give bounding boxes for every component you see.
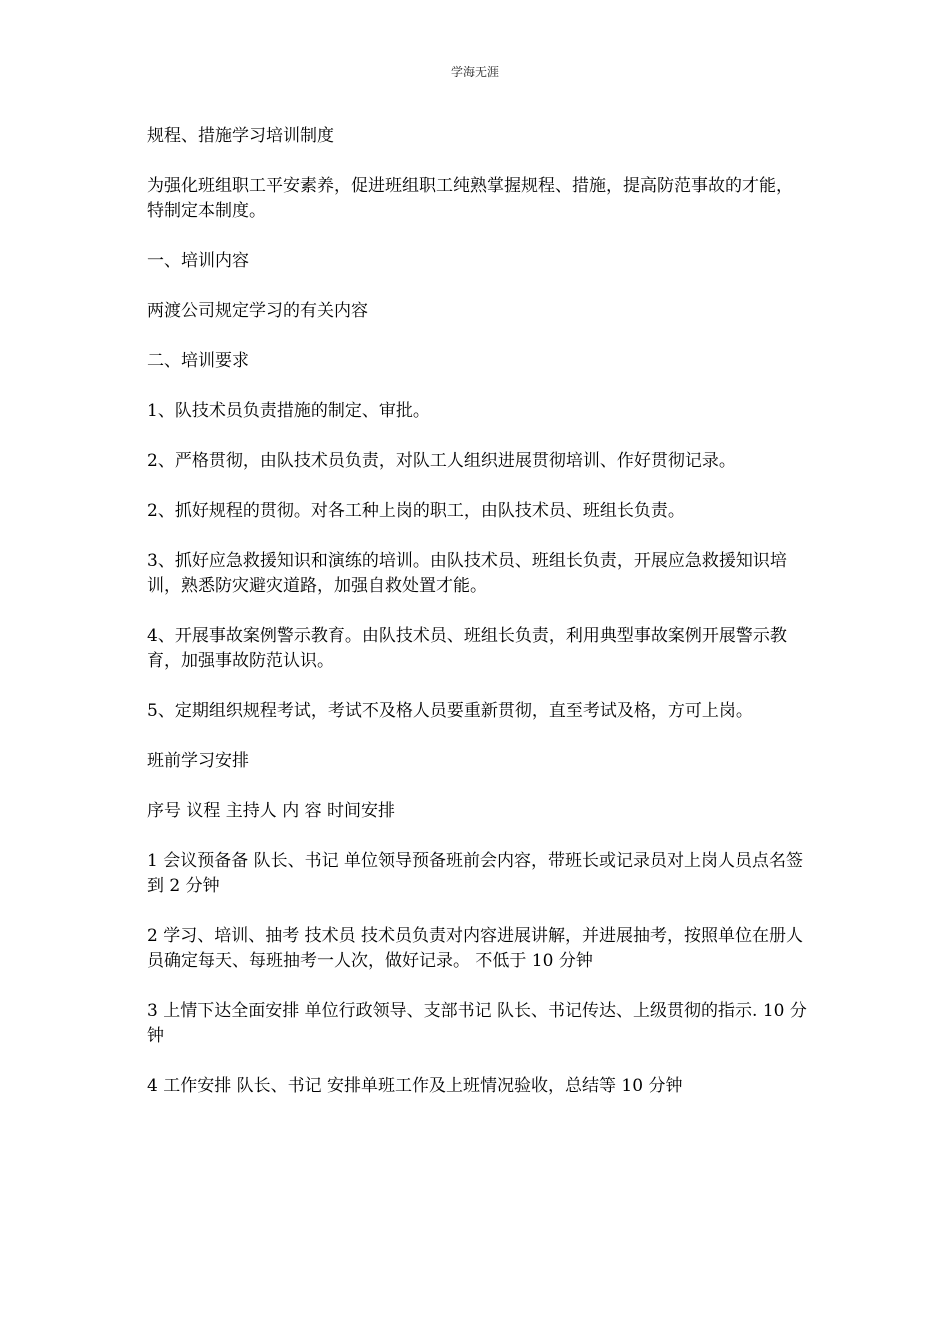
intro-paragraph: 为强化班组职工平安素养，促进班组职工纯熟掌握规程、措施，提高防范事故的才能，特制定本制度。 bbox=[147, 176, 793, 221]
requirement-item: 1、队技术员负责措施的制定、审批。 bbox=[147, 401, 430, 421]
section-text-content: 两渡公司规定学习的有关内容 bbox=[147, 301, 368, 321]
schedule-row: 3 上情下达全面安排 单位行政领导、支部书记 队长、书记传达、上级贯彻的指示. 10 分钟 bbox=[147, 1001, 807, 1046]
page-header: 学海无涯 bbox=[450, 65, 499, 79]
requirement-item: 2、严格贯彻，由队技术员负责，对队工人组织进展贯彻培训、作好贯彻记录。 bbox=[147, 451, 736, 471]
requirement-item: 2、抓好规程的贯彻。对各工种上岗的职工，由队技术员、班组长负责。 bbox=[147, 501, 685, 521]
schedule-row: 1 会议预备备 队长、书记 单位领导预备班前会内容，带班长或记录员对上岗人员点名签到 2 分钟 bbox=[147, 851, 804, 896]
requirement-item: 5、定期组织规程考试，考试不及格人员要重新贯彻，直至考试及格，方可上岗。 bbox=[147, 701, 753, 721]
schedule-row: 2 学习、培训、抽考 技术员 技术员负责对内容进展讲解，并进展抽考，按照单位在册人员确定每天、每班抽考一人次，做好记录。 不低于 10 分钟 bbox=[147, 926, 804, 971]
schedule-heading: 班前学习安排 bbox=[147, 751, 249, 771]
document-title: 规程、措施学习培训制度 bbox=[147, 126, 334, 146]
section-heading-content: 一、培训内容 bbox=[147, 251, 249, 271]
schedule-row: 4 工作安排 队长、书记 安排单班工作及上班情况验收，总结等 10 分钟 bbox=[147, 1076, 683, 1096]
requirement-item: 3、抓好应急救援知识和演练的培训。由队技术员、班组长负责，开展应急救援知识培训，熟悉防灾避灾道路，加强自救处置才能。 bbox=[147, 551, 787, 596]
requirement-item: 4、开展事故案例警示教育。由队技术员、班组长负责，利用典型事故案例开展警示教育，加强事故防范认识。 bbox=[147, 626, 787, 671]
schedule-column-headers: 序号 议程 主持人 内 容 时间安排 bbox=[147, 801, 396, 821]
document-body bbox=[147, 124, 807, 1124]
section-heading-requirements: 二、培训要求 bbox=[147, 351, 249, 371]
